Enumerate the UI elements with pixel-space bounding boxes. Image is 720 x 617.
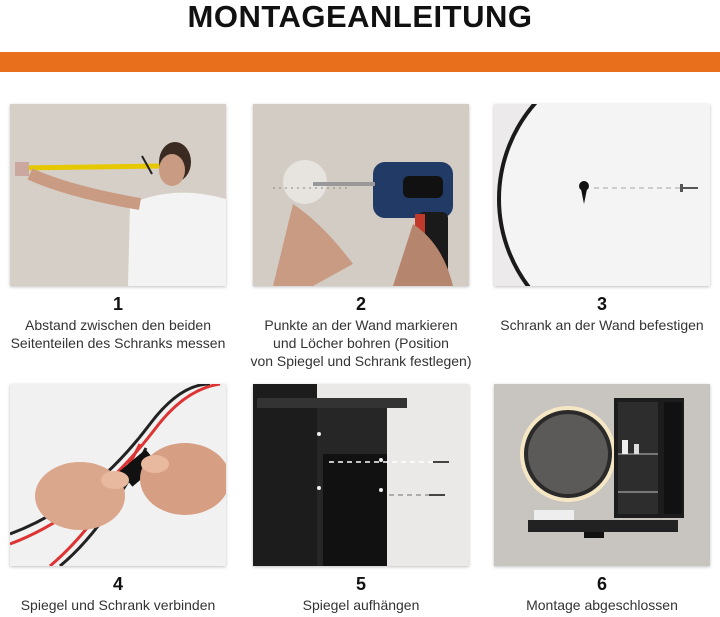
photo-finished-installation <box>494 384 710 566</box>
step-caption: Schrank an der Wand befestigen <box>500 317 704 333</box>
photo-cabinet-hang <box>253 384 469 566</box>
step-1 <box>3 104 233 352</box>
step-5 <box>246 384 476 614</box>
step-caption: Punkte an der Wand markieren und Löcher bohren (Position von Spiegel und Schrank festlegen) <box>250 317 472 369</box>
step-number: 4 <box>112 574 123 594</box>
connector-illustration <box>10 384 226 566</box>
photo-measuring-wall <box>10 104 226 286</box>
photo-mirror-mount <box>494 104 710 286</box>
drilling-illustration <box>253 104 469 286</box>
step-4 <box>3 384 233 614</box>
step-3 <box>487 104 717 334</box>
step-number: 2 <box>355 294 366 314</box>
step-number: 3 <box>596 294 607 314</box>
finished-installation-illustration <box>494 384 710 566</box>
step-caption: Spiegel aufhängen <box>302 597 420 613</box>
cabinet-hang-illustration <box>253 384 469 566</box>
photo-drilling-wall <box>253 104 469 286</box>
page-title: MONTAGEANLEITUNG <box>187 0 533 34</box>
step-caption: Montage abgeschlossen <box>526 597 678 613</box>
step-2 <box>246 104 476 370</box>
step-caption: Spiegel und Schrank verbinden <box>20 597 216 613</box>
accent-bar <box>0 52 720 72</box>
step-number: 6 <box>596 574 607 594</box>
measuring-illustration <box>10 104 226 286</box>
step-number: 1 <box>112 294 123 314</box>
mirror-mount-illustration <box>494 104 710 286</box>
photo-connector <box>10 384 226 566</box>
step-number: 5 <box>355 574 366 594</box>
step-6 <box>487 384 717 614</box>
step-caption: Abstand zwischen den beiden Seitenteilen des Schranks messen <box>10 317 226 351</box>
